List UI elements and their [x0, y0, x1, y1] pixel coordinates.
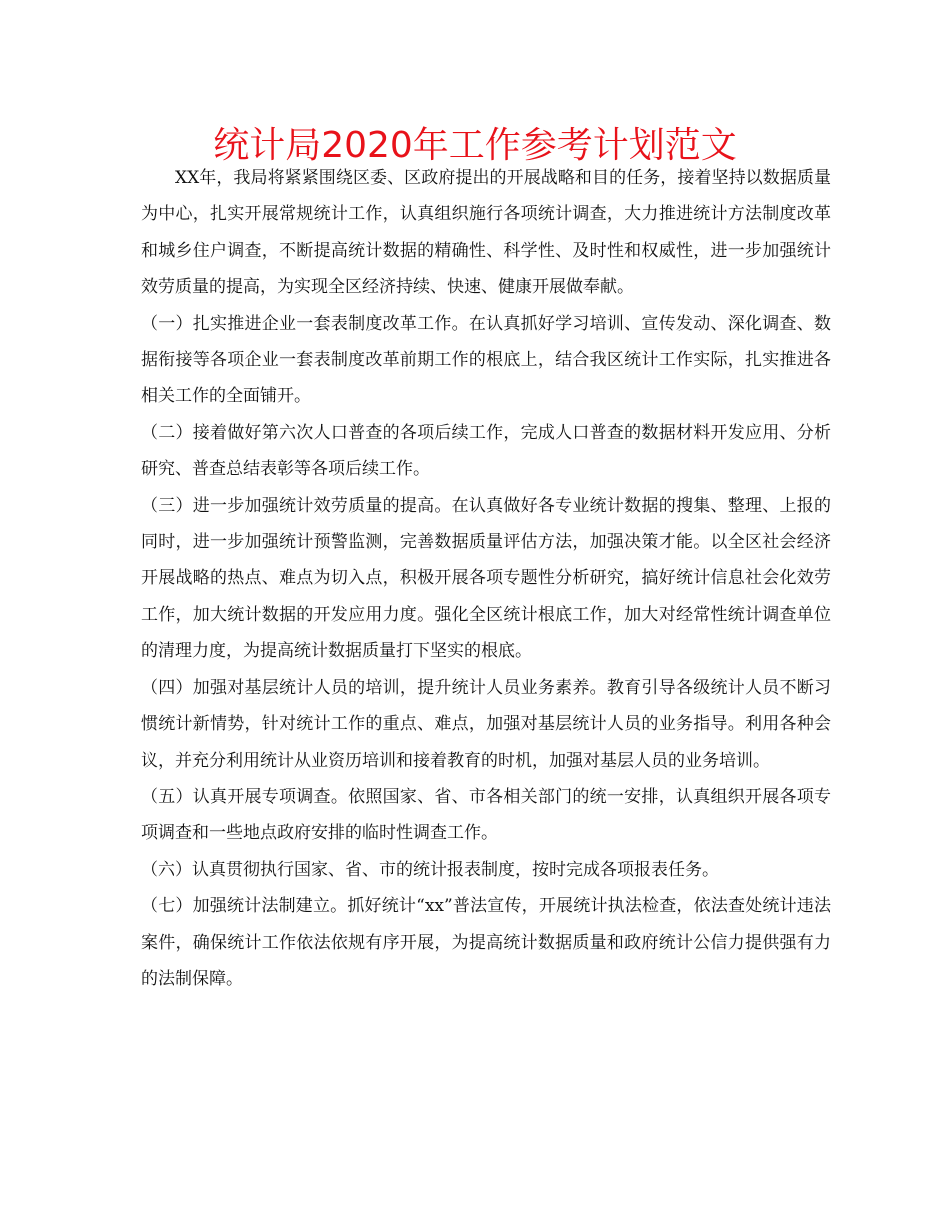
paragraph-item-6: （六）认真贯彻执行国家、省、市的统计报表制度，按时完成各项报表任务。 — [141, 859, 719, 880]
document-title: 统计局2020年工作参考计划范文 — [213, 125, 737, 166]
paragraph-item-7: （七）加强统计法制建立。抓好统计“xx”普法宣传，开展统计执法检查，依法查处统计违法案件，确保统计工作依法依规有序开展，为提高统计数据质量和政府统计公信力提供强有力的法制保障。 — [141, 896, 831, 989]
paragraph-item-3: （三）进一步加强统计效劳质量的提高。在认真做好各专业统计数据的搜集、整理、上报的同时，进一步加强统计预警监测，完善数据质量评估方法，加强决策才能。以全区社会经济开展战略的热点、难点为切入点，积极开展各项专题性分析研究，搞好统计信息社会化效劳工作，加大统计数据的开发应用力度。强化全区统计根底工作，加大对经常性统计调查单位的清理力度，为提高统计数据质量打下坚实的根底。 — [141, 495, 831, 662]
document-body — [141, 160, 831, 997]
paragraph-item-4: （四）加强对基层统计人员的培训，提升统计人员业务素养。教育引导各级统计人员不断习惯统计新情势，针对统计工作的重点、难点，加强对基层统计人员的业务指导。利用各种会议，并充分利用统计从业资历培训和接着教育的时机，加强对基层人员的业务培训。 — [141, 677, 831, 771]
paragraph-item-1: （一）扎实推进企业一套表制度改革工作。在认真抓好学习培训、宣传发动、深化调查、数据衔接等各项企业一套表制度改革前期工作的根底上，结合我区统计工作实际，扎实推进各相关工作的全面铺开。 — [141, 313, 831, 407]
paragraph-item-5: （五）认真开展专项调查。依照国家、省、市各相关部门的统一安排，认真组织开展各项专项调查和一些地点政府安排的临时性调查工作。 — [141, 786, 831, 844]
paragraph-intro: XX年，我局将紧紧围绕区委、区政府提出的开展战略和目的任务，接着坚持以数据质量为中心，扎实开展常规统计工作，认真组织施行各项统计调查，大力推进统计方法制度改革和城乡住户调查，不断提高统计数据的精确性、科学性、及时性和权威性，进一步加强统计效劳质量的提高，为实现全区经济持续、快速、健康开展做奉献。 — [141, 168, 831, 298]
paragraph-item-2: （二）接着做好第六次人口普查的各项后续工作，完成人口普查的数据材料开发应用、分析研究、普查总结表彰等各项后续工作。 — [141, 422, 831, 480]
